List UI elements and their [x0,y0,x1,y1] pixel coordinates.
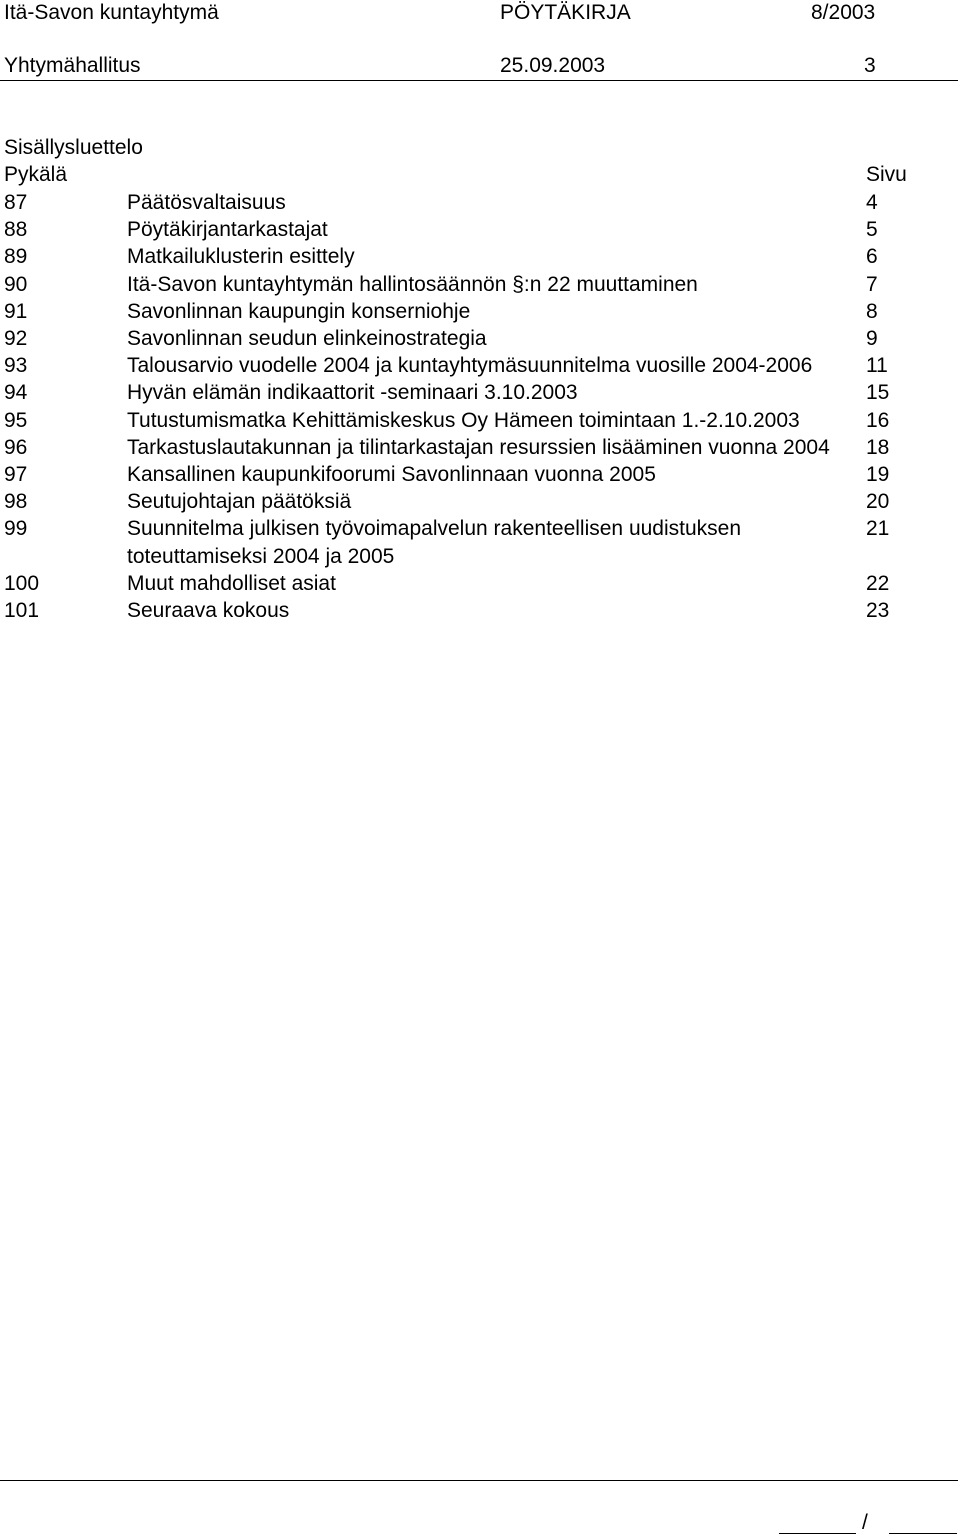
toc-row [0,515,960,569]
meeting-date: 25.09.2003 [500,54,606,77]
toc-row [0,570,960,597]
section-page: 8 [866,299,878,323]
section-page: 19 [866,463,890,487]
section-title: Seuraava kokous [127,599,290,623]
section-number: 93 [4,354,28,378]
document-number: 8/2003 [811,1,876,24]
section-number: 88 [4,218,28,242]
toc-row [0,216,960,243]
toc-list [0,189,960,624]
toc-column-headers [0,162,960,188]
section-number: 89 [4,245,28,269]
section-title: Seutujohtajan päätöksiä [127,490,352,514]
section-number: 96 [4,435,28,459]
section-title: Hyvän elämän indikaattorit -seminaari 3.10.2003 [127,381,578,405]
toc-row [0,461,960,488]
toc-row [0,434,960,461]
section-page: 23 [866,599,890,623]
section-title: Savonlinnan kaupungin konserniohje [127,299,471,323]
signature-line-right [889,1533,957,1534]
section-title: Itä-Savon kuntayhtymän hallintosäännön §:n 22 muuttaminen [127,272,698,296]
section-page: 21 [866,517,890,541]
toc-row [0,243,960,270]
section-page: 6 [866,245,878,269]
section-page: 11 [866,354,888,378]
signature-separator: / [862,1511,868,1534]
section-title: Päätösvaltaisuus [127,191,286,214]
section-page: 15 [866,381,890,405]
section-page: 18 [866,435,890,459]
toc-title: Sisällysluettelo [4,136,143,159]
section-number: 92 [4,327,28,351]
signature-line-left [779,1533,856,1534]
toc-row [0,298,960,325]
section-title: Suunnitelma julkisen työvoimapalvelun rakenteellisen uudistuksen toteuttamiseksi 2004 ja 2005 [127,517,742,568]
section-title: Muut mahdolliset asiat [127,571,336,595]
governing-body: Yhtymähallitus [4,54,141,77]
header-row-1 [4,0,936,26]
signature-area [0,1500,960,1540]
section-number: 97 [4,463,28,487]
toc-row [0,488,960,515]
section-number: 100 [4,571,40,595]
header-row-2 [4,53,936,79]
toc-row [0,271,960,298]
section-page: 16 [866,408,890,432]
page-number: 3 [864,54,876,77]
toc-row [0,379,960,406]
section-title: Matkailuklusterin esittely [127,245,355,269]
section-title: Kansallinen kaupunkifoorumi Savonlinnaan vuonna 2005 [127,463,656,487]
toc-row [0,352,960,379]
section-title: Talousarvio vuodelle 2004 ja kuntayhtymäsuunnitelma vuosille 2004-2006 [127,354,813,378]
section-number: 95 [4,408,28,432]
section-number: 90 [4,272,28,296]
section-title: Tutustumismatka Kehittämiskeskus Oy Hämeen toimintaan 1.-2.10.2003 [127,408,800,432]
toc-row [0,597,960,624]
section-page: 5 [866,218,878,242]
section-number: 94 [4,381,28,405]
section-title: Tarkastuslautakunnan ja tilintarkastajan resurssien lisääminen vuonna 2004 [127,435,830,459]
section-page: 7 [866,272,878,296]
section-number: 99 [4,517,28,541]
section-number: 101 [4,599,40,623]
section-page: 9 [866,327,878,351]
organization-name: Itä-Savon kuntayhtymä [4,1,219,24]
section-title: Pöytäkirjantarkastajat [127,218,328,242]
header-divider [0,80,958,81]
section-page: 20 [866,490,890,514]
section-number: 98 [4,490,28,514]
page-column-header: Sivu [866,163,907,186]
section-page: 4 [866,191,878,214]
section-page: 22 [866,571,890,595]
section-number: 91 [4,299,28,323]
toc-row [0,325,960,352]
footer-divider [0,1480,958,1481]
section-column-header: Pykälä [4,163,68,186]
document-type: PÖYTÄKIRJA [500,1,631,24]
section-title: Savonlinnan seudun elinkeinostrategia [127,327,487,351]
toc-row [0,189,960,216]
section-number: 87 [4,191,28,214]
toc-row [0,407,960,434]
